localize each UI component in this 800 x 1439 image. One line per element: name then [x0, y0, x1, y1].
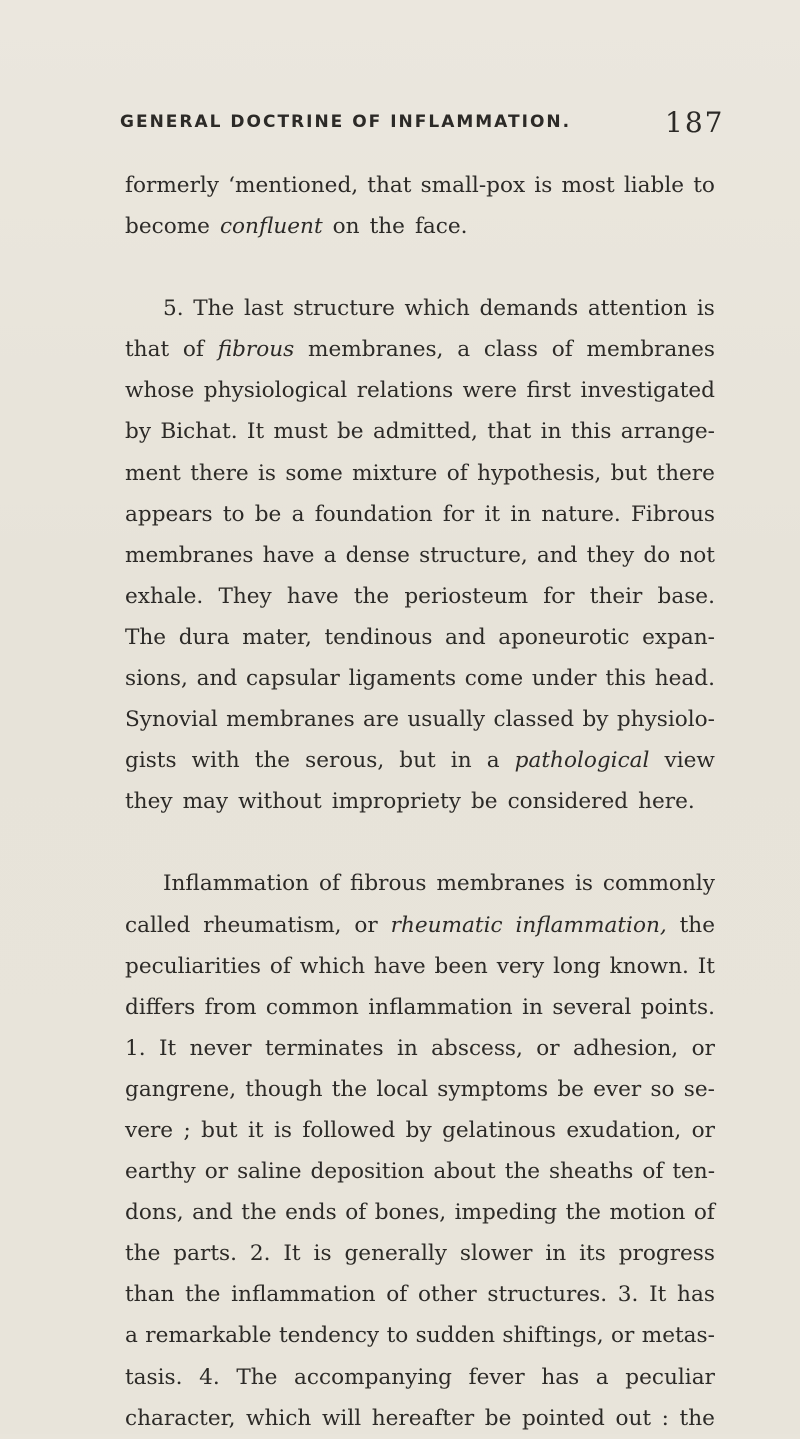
word: membranes	[586, 337, 715, 363]
word: followed	[302, 1117, 396, 1143]
word: generally	[344, 1241, 447, 1267]
word: sions,	[125, 666, 188, 692]
word: of	[269, 953, 291, 979]
word: aponeurotic	[498, 624, 630, 650]
paragraph-gap	[125, 247, 715, 288]
word: tendency	[278, 1323, 380, 1349]
word: to	[693, 173, 715, 198]
word: or	[536, 1035, 560, 1061]
word: rheumatic	[390, 912, 503, 938]
word: the	[241, 1200, 277, 1226]
word: 4.	[199, 1364, 220, 1390]
word: have	[262, 542, 315, 568]
word: impeding	[454, 1200, 558, 1226]
word: or	[354, 912, 378, 938]
word: saline	[237, 1159, 302, 1185]
word: relations	[356, 378, 454, 404]
word: capsular	[245, 666, 340, 692]
word: that	[125, 337, 170, 363]
word: physiological	[203, 378, 348, 404]
word: terminates	[265, 1035, 384, 1061]
word: be	[254, 501, 282, 527]
word: of	[182, 337, 204, 363]
word: It	[649, 1282, 667, 1308]
word: from	[204, 994, 257, 1020]
word: be	[470, 789, 498, 815]
word: come	[464, 666, 524, 692]
word: differs	[125, 994, 196, 1020]
word: which	[404, 296, 470, 322]
word: for	[543, 583, 575, 609]
word: on	[332, 214, 360, 240]
word: small-pox	[420, 173, 526, 198]
word: slower	[459, 1241, 533, 1267]
page-number: 187	[665, 106, 725, 139]
word: ligaments	[348, 666, 457, 692]
word: this	[570, 419, 612, 445]
word: in	[396, 1035, 418, 1061]
word: dense	[345, 542, 410, 568]
word: fibrous	[349, 871, 427, 897]
word: earthy	[125, 1159, 196, 1185]
word: a	[457, 337, 471, 363]
word: without	[238, 789, 322, 815]
word: and	[445, 624, 486, 650]
word: appears	[125, 501, 213, 527]
word: have	[286, 583, 339, 609]
text-line	[125, 1357, 715, 1398]
word: rheumatism,	[203, 912, 342, 938]
text-line	[125, 1069, 715, 1110]
word: common	[265, 994, 359, 1020]
word: Bichat.	[160, 419, 238, 445]
word: view	[664, 748, 715, 774]
word: not	[679, 542, 715, 568]
word: Inflammation	[163, 871, 310, 897]
word: of	[642, 1159, 664, 1185]
word: of	[386, 1282, 408, 1308]
word: gists	[125, 748, 177, 774]
word: for	[442, 501, 475, 527]
word: It	[283, 1241, 301, 1267]
word: last	[243, 296, 284, 322]
text-line	[125, 576, 715, 617]
word: progress	[618, 1241, 715, 1267]
word: physiolo-	[616, 707, 715, 733]
word: 5.	[163, 296, 184, 322]
word: it	[247, 1117, 264, 1143]
word: or	[611, 1323, 635, 1349]
word: se-	[683, 1076, 715, 1102]
text-line	[125, 946, 715, 987]
text-line	[125, 165, 715, 206]
word: never	[189, 1035, 252, 1061]
word: the	[353, 583, 390, 609]
text-line	[125, 535, 715, 576]
word: hypothesis,	[477, 460, 602, 486]
word: formerly	[125, 173, 219, 198]
word: ever	[593, 1076, 642, 1102]
text-line	[125, 617, 715, 658]
word: periosteum	[404, 583, 529, 609]
word: but	[399, 748, 436, 774]
word: by	[125, 419, 152, 445]
word: that	[367, 173, 412, 198]
word: the	[565, 1200, 601, 1226]
word: exhale.	[125, 583, 204, 609]
word: will	[321, 1405, 362, 1431]
word: there	[190, 460, 249, 486]
word: demands	[479, 296, 579, 322]
word: to	[222, 501, 245, 527]
word: The	[236, 1364, 278, 1390]
word: which	[246, 1405, 312, 1431]
word: the	[254, 748, 291, 774]
text-line	[125, 863, 715, 904]
word: be	[484, 1405, 512, 1431]
word: with	[191, 748, 240, 774]
paragraph	[125, 165, 715, 247]
word: in	[522, 994, 543, 1020]
word: membranes,	[308, 337, 444, 363]
word: Synovial	[125, 707, 218, 733]
word: :	[661, 1405, 669, 1431]
word: hereafter	[371, 1405, 475, 1431]
word: than	[125, 1282, 175, 1308]
text-line	[125, 411, 715, 452]
word: known.	[609, 953, 689, 979]
word: ten-	[672, 1159, 715, 1185]
word: peculiar	[625, 1364, 715, 1390]
word: fibrous	[217, 337, 295, 363]
word: that	[487, 419, 532, 445]
word: it	[484, 501, 501, 527]
word: a	[486, 748, 500, 774]
paragraph	[125, 863, 715, 1438]
word: been	[434, 953, 488, 979]
word: head.	[654, 666, 715, 692]
word: confluent	[219, 214, 323, 240]
word: or	[204, 1159, 229, 1185]
text-line	[125, 1233, 715, 1274]
word: deposition	[310, 1159, 425, 1185]
word: whose	[125, 378, 195, 404]
word: they	[125, 789, 173, 815]
word: in	[545, 1241, 567, 1267]
word: points.	[640, 994, 715, 1020]
body-text	[125, 165, 715, 1439]
text-line	[125, 288, 715, 329]
word: It	[159, 1035, 177, 1061]
word: inflammation,	[515, 912, 667, 938]
word: fever	[468, 1364, 525, 1390]
word: and	[536, 542, 578, 568]
word: of	[446, 460, 468, 486]
word: which	[299, 953, 366, 979]
word: It	[246, 419, 265, 445]
word: and	[196, 666, 238, 692]
word: in	[510, 501, 532, 527]
text-line	[125, 1110, 715, 1151]
word: is	[574, 871, 593, 897]
word: structures.	[487, 1282, 608, 1308]
word: but	[201, 1117, 238, 1143]
text-line	[125, 740, 715, 781]
text-line	[125, 1274, 715, 1315]
word: though	[245, 1076, 323, 1102]
word: its	[579, 1241, 606, 1267]
word: the	[679, 912, 715, 938]
running-title: GENERAL DOCTRINE OF INFLAMMATION.	[120, 112, 572, 132]
word: in	[540, 419, 562, 445]
word: exudation,	[566, 1117, 682, 1143]
word: structure,	[419, 542, 528, 568]
word: dura	[178, 624, 230, 650]
word: there	[656, 460, 715, 486]
word: The	[193, 296, 235, 322]
word: to	[386, 1323, 409, 1349]
word: inflammation	[368, 994, 513, 1020]
word: tendinous	[324, 624, 433, 650]
text-line	[125, 329, 715, 370]
word: 1.	[125, 1035, 146, 1061]
word: It	[697, 953, 715, 979]
word: symptoms	[437, 1076, 549, 1102]
word: gangrene,	[125, 1076, 237, 1102]
word: serous,	[305, 748, 385, 774]
word: gelatinous	[442, 1117, 556, 1143]
word: character,	[125, 1405, 236, 1431]
word: a	[291, 501, 305, 527]
word: here.	[638, 789, 695, 815]
word: are	[363, 707, 399, 733]
word: has	[541, 1364, 580, 1390]
word: be	[557, 1076, 584, 1102]
text-line	[125, 1028, 715, 1069]
word: usually	[407, 707, 486, 733]
word: a	[323, 542, 337, 568]
word: ends	[285, 1200, 337, 1226]
text-line	[125, 1192, 715, 1233]
word: impropriety	[331, 789, 461, 815]
text-line	[125, 370, 715, 411]
text-line	[125, 494, 715, 535]
word: their	[589, 583, 643, 609]
word: were	[462, 378, 518, 404]
word: bones,	[374, 1200, 447, 1226]
word: is	[696, 296, 715, 322]
text-line	[125, 699, 715, 740]
text-line	[125, 987, 715, 1028]
word: mater,	[242, 624, 312, 650]
text-line	[125, 1315, 715, 1356]
word: 2.	[249, 1241, 271, 1267]
word: the	[679, 1405, 715, 1431]
word: become	[125, 214, 210, 240]
word: motion	[609, 1200, 686, 1226]
word: foundation	[314, 501, 433, 527]
word: membranes	[436, 871, 565, 897]
word: is	[258, 460, 277, 486]
word: first	[526, 378, 572, 404]
word: membranes	[226, 707, 355, 733]
word: parts.	[173, 1241, 237, 1267]
word: peculiarities	[125, 953, 261, 979]
word: face.	[414, 214, 468, 240]
word: may	[182, 789, 229, 815]
word: of	[551, 337, 573, 363]
word: or	[691, 1117, 715, 1143]
word: called	[125, 912, 191, 938]
word: class	[483, 337, 538, 363]
word: vere	[125, 1117, 174, 1143]
word: sudden	[415, 1323, 495, 1349]
word: but	[610, 460, 648, 486]
word: so	[650, 1076, 675, 1102]
text-line	[125, 781, 715, 822]
word: is	[534, 173, 553, 198]
text-line	[125, 905, 715, 946]
word: ment	[125, 460, 181, 486]
word: the	[125, 1241, 161, 1267]
word: shiftings,	[502, 1323, 604, 1349]
word: Fibrous	[630, 501, 715, 527]
word: is	[313, 1241, 332, 1267]
word: and	[192, 1200, 233, 1226]
word: ʻmentioned,	[228, 173, 359, 198]
word: accompanying	[294, 1364, 453, 1390]
word: they	[586, 542, 635, 568]
word: out	[615, 1405, 652, 1431]
word: base.	[657, 583, 715, 609]
word: do	[643, 542, 671, 568]
word: arrange-	[620, 419, 715, 445]
word: adhesion,	[573, 1035, 679, 1061]
word: the	[331, 1076, 368, 1102]
word: a	[125, 1323, 138, 1349]
paragraph-gap	[125, 822, 715, 863]
word: pathological	[514, 748, 650, 774]
word: a	[595, 1364, 609, 1390]
word: the	[504, 1159, 541, 1185]
word: They	[218, 583, 272, 609]
word: long	[553, 953, 601, 979]
word: about	[433, 1159, 496, 1185]
word: investigated	[580, 378, 715, 404]
word: The	[125, 624, 167, 650]
word: be	[336, 419, 364, 445]
word: nature.	[541, 501, 621, 527]
word: in	[450, 748, 472, 774]
word: of	[345, 1200, 367, 1226]
word: classed	[493, 707, 575, 733]
word: mixture	[352, 460, 438, 486]
word: structure	[293, 296, 395, 322]
word: attention	[587, 296, 688, 322]
word: is	[273, 1117, 292, 1143]
word: must	[273, 419, 328, 445]
word: local	[376, 1076, 429, 1102]
word: by	[582, 707, 609, 733]
word: commonly	[602, 871, 715, 897]
word: the	[369, 214, 405, 240]
text-line	[125, 1398, 715, 1439]
word: other	[417, 1282, 477, 1308]
word: dons,	[125, 1200, 184, 1226]
word: have	[373, 953, 426, 979]
word: abscess,	[431, 1035, 523, 1061]
text-line	[125, 658, 715, 699]
word: 3.	[617, 1282, 639, 1308]
word: expan-	[642, 624, 715, 650]
word: pointed	[521, 1405, 605, 1431]
text-line	[125, 1151, 715, 1192]
word: of	[319, 871, 340, 897]
paragraph	[125, 288, 715, 822]
word: liable	[623, 173, 685, 198]
text-line	[125, 453, 715, 494]
word: ;	[183, 1117, 191, 1143]
word: has	[677, 1282, 715, 1308]
word: inflammation	[231, 1282, 376, 1308]
page-header	[120, 106, 725, 146]
word: several	[552, 994, 632, 1020]
word: remarkable	[145, 1323, 272, 1349]
word: this	[605, 666, 646, 692]
word: the	[185, 1282, 221, 1308]
word: very	[496, 953, 545, 979]
word: tasis.	[125, 1364, 183, 1390]
word: by	[405, 1117, 432, 1143]
word: of	[693, 1200, 715, 1226]
text-line	[125, 206, 715, 247]
word: membranes	[125, 542, 254, 568]
word: metas-	[641, 1323, 715, 1349]
word: admitted,	[372, 419, 478, 445]
word: most	[561, 173, 615, 198]
word: under	[531, 666, 597, 692]
word: some	[285, 460, 343, 486]
word: or	[691, 1035, 715, 1061]
word: considered	[507, 789, 629, 815]
word: sheaths	[549, 1159, 634, 1185]
